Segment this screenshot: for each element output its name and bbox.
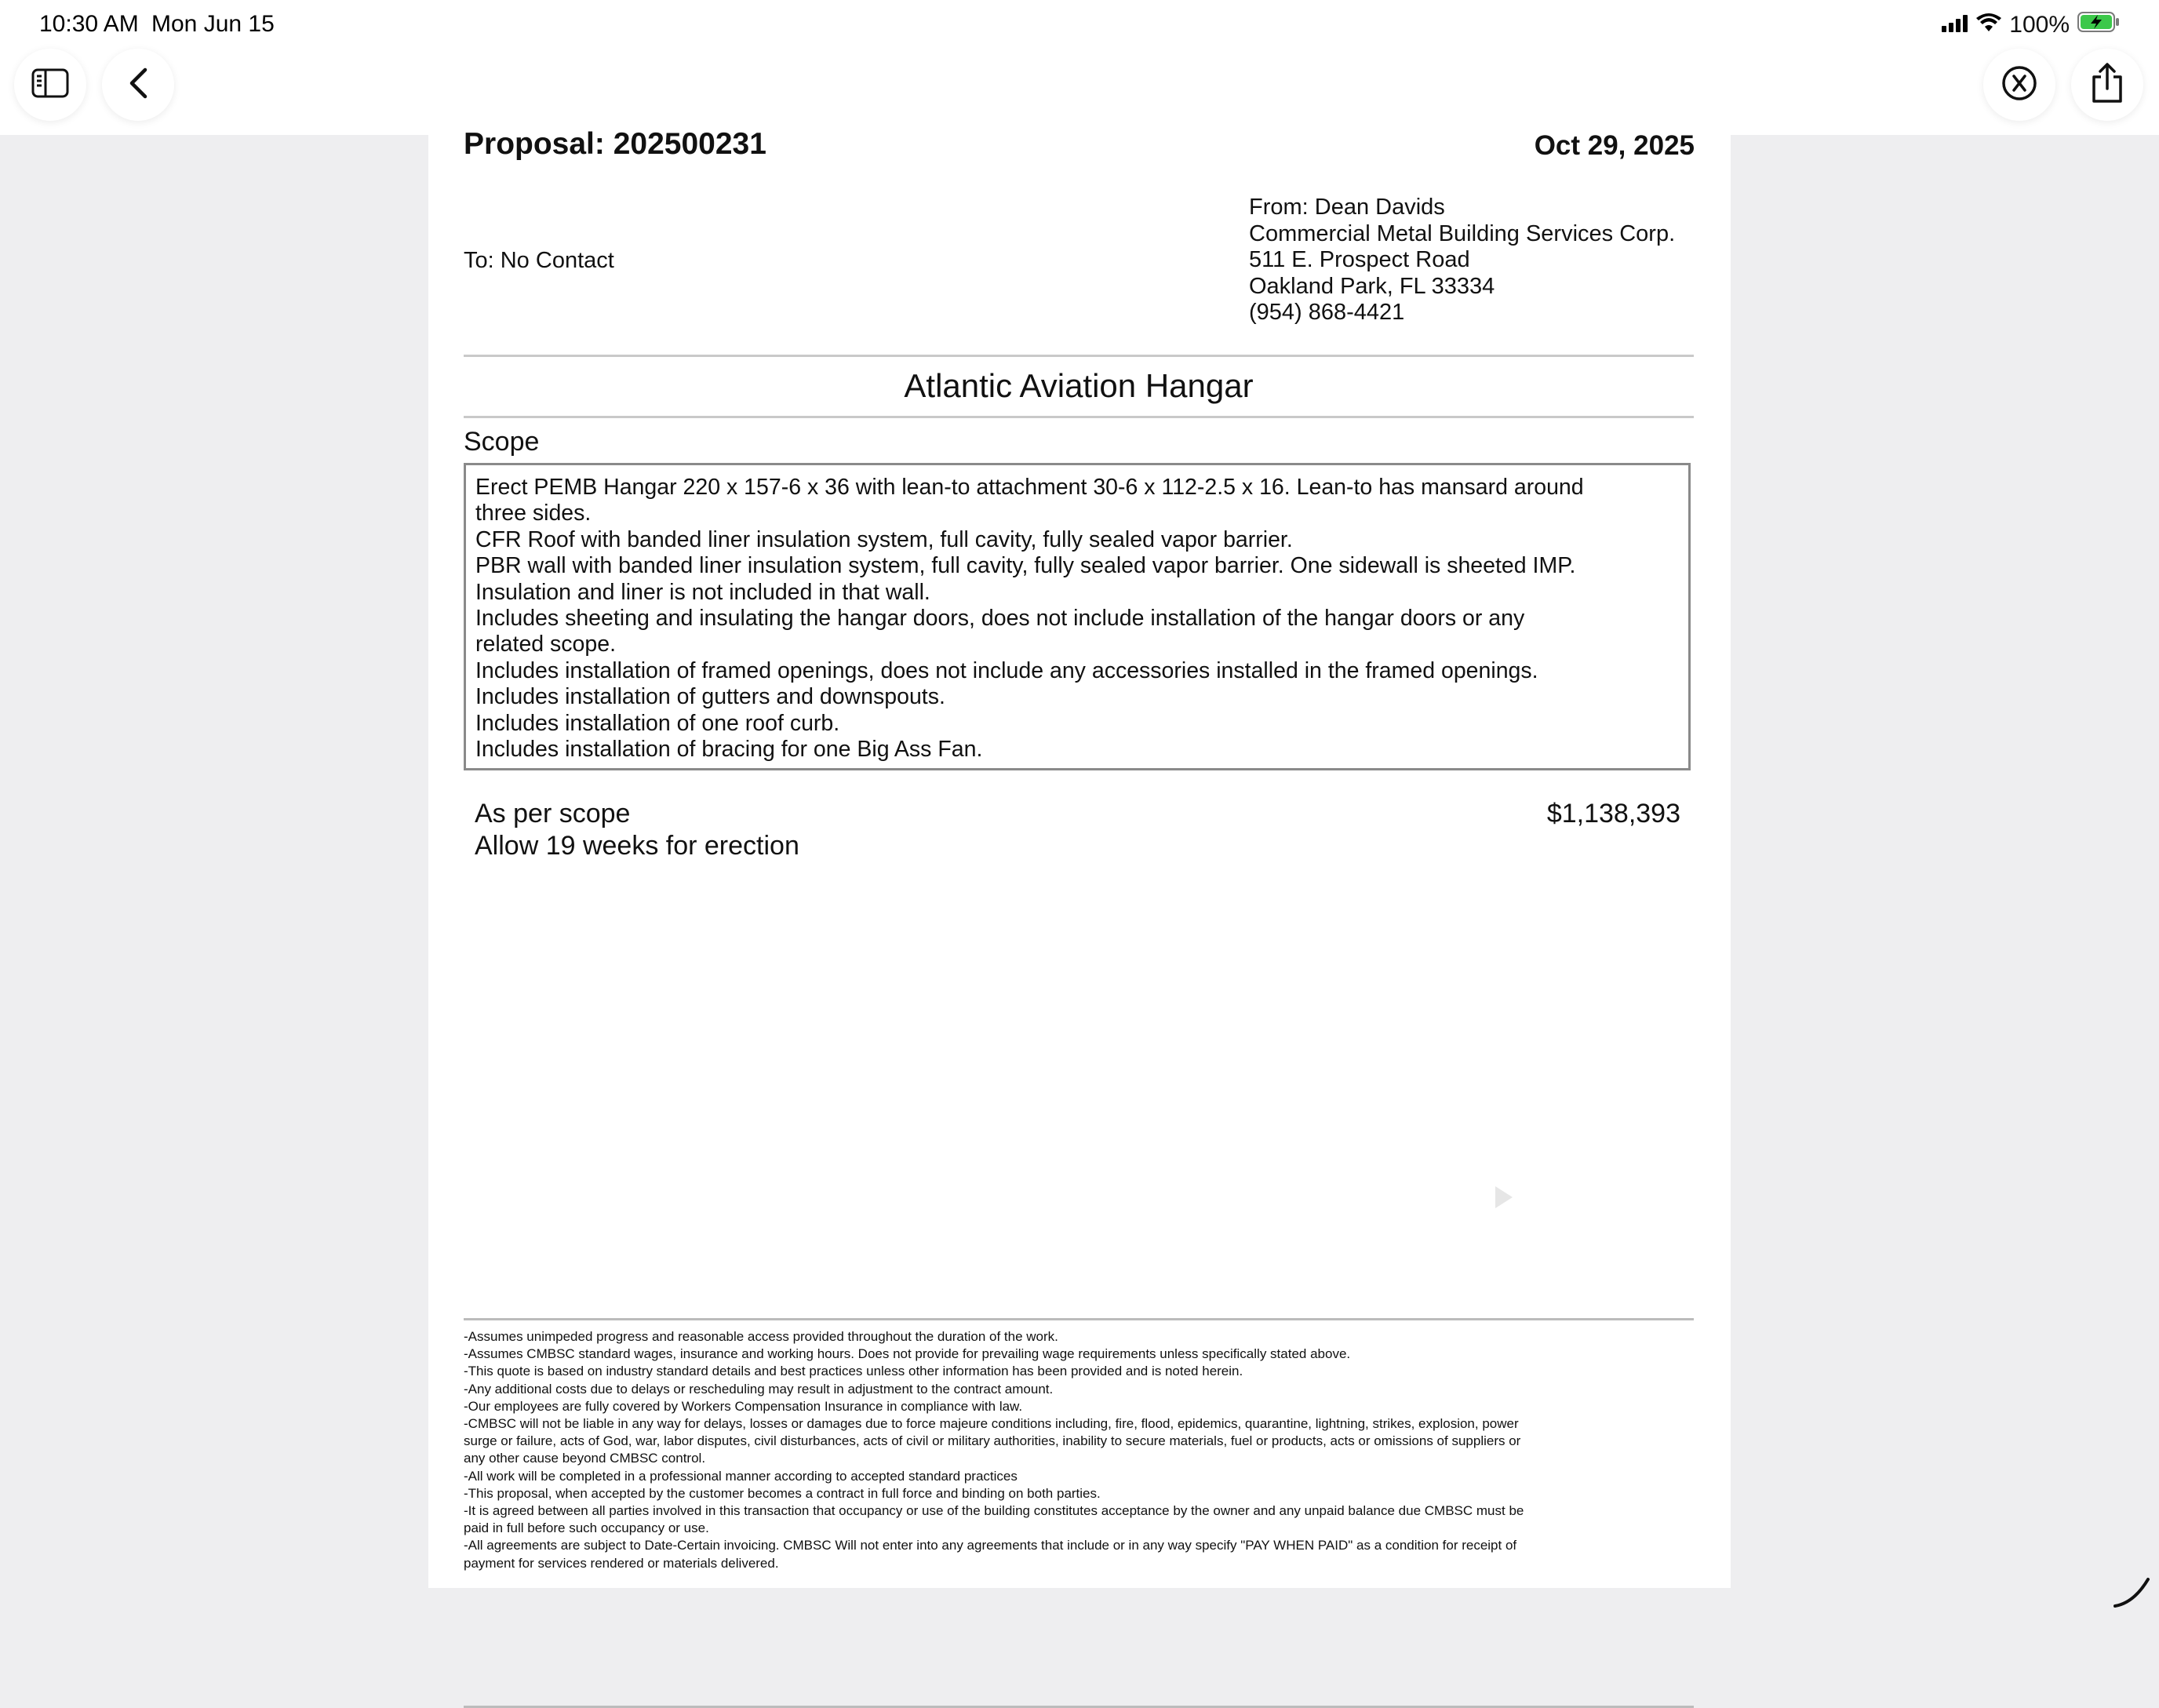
terms-line: -Assumes CMBSC standard wages, insurance and working hours. Does not provide for prevailing wage requirements unless specifically stated above. bbox=[464, 1346, 1351, 1362]
terms-line: -This proposal, when accepted by the customer becomes a contract in full force and binding on both parties. bbox=[464, 1485, 1101, 1501]
price-value: $1,138,393 bbox=[1546, 799, 1680, 829]
divider bbox=[464, 355, 1694, 357]
scope-line: Includes installation of gutters and downspouts. bbox=[475, 684, 945, 710]
back-chevron-icon bbox=[128, 67, 148, 103]
cursor-pointer-icon bbox=[1495, 1186, 1513, 1208]
sender-block bbox=[1249, 195, 1675, 326]
document-page bbox=[428, 127, 1731, 1588]
erection-time: Allow 19 weeks for erection bbox=[475, 831, 799, 861]
sender-line: Oakland Park, FL 33334 bbox=[1249, 273, 1495, 299]
sidebar-toggle-button[interactable] bbox=[14, 49, 86, 121]
share-icon bbox=[2091, 63, 2124, 107]
scope-line: CFR Roof with banded liner insulation system, full cavity, fully sealed vapor barrier. bbox=[475, 526, 1293, 552]
terms-line: payment for services rendered or materials delivered. bbox=[464, 1555, 779, 1571]
terms-line: paid in full before such occupancy or use. bbox=[464, 1520, 709, 1536]
terms-line: surge or failure, acts of God, war, labor disputes, civil disturbances, acts of civil or military authorities, inability to secure materials, fuel or products, acts or omissions of suppliers or bbox=[464, 1433, 1521, 1449]
terms-line: -All work will be completed in a professional manner according to accepted standard practices bbox=[464, 1468, 1018, 1484]
wifi-icon bbox=[1976, 12, 2001, 38]
sender-line: (954) 868-4421 bbox=[1249, 300, 1405, 325]
scope-box bbox=[464, 463, 1691, 770]
top-toolbar bbox=[0, 0, 2159, 135]
battery-charging-icon bbox=[2077, 12, 2120, 38]
project-name: Atlantic Aviation Hangar bbox=[904, 367, 1254, 404]
status-time: 10:30 AM bbox=[39, 11, 139, 37]
scope-line: Erect PEMB Hangar 220 x 157-6 x 36 with lean-to attachment 30-6 x 112-2.5 x 16. Lean-to has mansard around bbox=[475, 475, 1584, 500]
sender-line: 511 E. Prospect Road bbox=[1249, 247, 1470, 272]
sidebar-toggle-icon bbox=[31, 68, 69, 102]
close-x-icon bbox=[2001, 65, 2037, 105]
scope-line: Includes installation of one roof curb. bbox=[475, 710, 840, 736]
price-row bbox=[475, 799, 1680, 829]
terms-line: -All agreements are subject to Date-Certain invoicing. CMBSC Will not enter into any agreements that include or in any way specify "PAY WHEN PAID" as a condition for receipt of bbox=[464, 1538, 1517, 1553]
status-indicators bbox=[1942, 11, 2120, 39]
scope-line: PBR wall with banded liner insulation system, full cavity, fully sealed vapor barrier. One sidewall is sheeted IMP. bbox=[475, 553, 1576, 579]
divider bbox=[464, 1318, 1694, 1320]
proposal-number: Proposal: 202500231 bbox=[464, 127, 766, 161]
sender-line: From: Dean Davids bbox=[1249, 195, 1445, 220]
status-date: Mon Jun 15 bbox=[151, 11, 275, 37]
terms-line: -Assumes unimpeded progress and reasonable access provided throughout the duration of the work. bbox=[464, 1329, 1058, 1344]
terms-line: any other cause beyond CMBSC control. bbox=[464, 1451, 706, 1466]
proposal-date: Oct 29, 2025 bbox=[1534, 130, 1695, 161]
terms-conditions bbox=[464, 1328, 1694, 1572]
scope-line: Insulation and liner is not included in that wall. bbox=[475, 579, 930, 605]
scope-line: Includes installation of framed openings, does not include any accessories installed in the framed openings. bbox=[475, 657, 1538, 683]
scope-heading: Scope bbox=[464, 427, 540, 457]
terms-line: -Any additional costs due to delays or rescheduling may result in adjustment to the contract amount. bbox=[464, 1381, 1054, 1397]
scope-line: Includes installation of bracing for one Big Ass Fan. bbox=[475, 737, 983, 763]
terms-line: -This quote is based on industry standard details and best practices unless other information has been provided and is noted herein. bbox=[464, 1364, 1243, 1379]
sender-line: Commercial Metal Building Services Corp. bbox=[1249, 220, 1676, 246]
scope-line: Includes sheeting and insulating the hangar doors, does not include installation of the hangar doors or any bbox=[475, 606, 1525, 632]
back-button[interactable] bbox=[102, 49, 174, 121]
close-button[interactable] bbox=[1983, 49, 2055, 121]
pencil-corner-icon[interactable] bbox=[2110, 1573, 2154, 1615]
share-button[interactable] bbox=[2071, 49, 2143, 121]
divider bbox=[464, 416, 1694, 418]
scope-line: three sides. bbox=[475, 501, 592, 526]
recipient: To: No Contact bbox=[464, 248, 614, 273]
terms-line: -Our employees are fully covered by Workers Compensation Insurance in compliance with law. bbox=[464, 1398, 1023, 1414]
signal-icon bbox=[1942, 12, 1968, 38]
terms-line: -CMBSC will not be liable in any way for delays, losses or damages due to force majeure conditions including, fire, flood, epidemics, quarantine, lightning, strikes, explosion, power bbox=[464, 1416, 1519, 1432]
battery-percent: 100% bbox=[2009, 12, 2070, 38]
price-label: As per scope bbox=[475, 799, 631, 829]
terms-line: -It is agreed between all parties involved in this transaction that occupancy or use of the building constitutes acceptance by the owner and any unpaid balance due CMBSC must be bbox=[464, 1503, 1524, 1519]
scope-line: related scope. bbox=[475, 632, 617, 657]
